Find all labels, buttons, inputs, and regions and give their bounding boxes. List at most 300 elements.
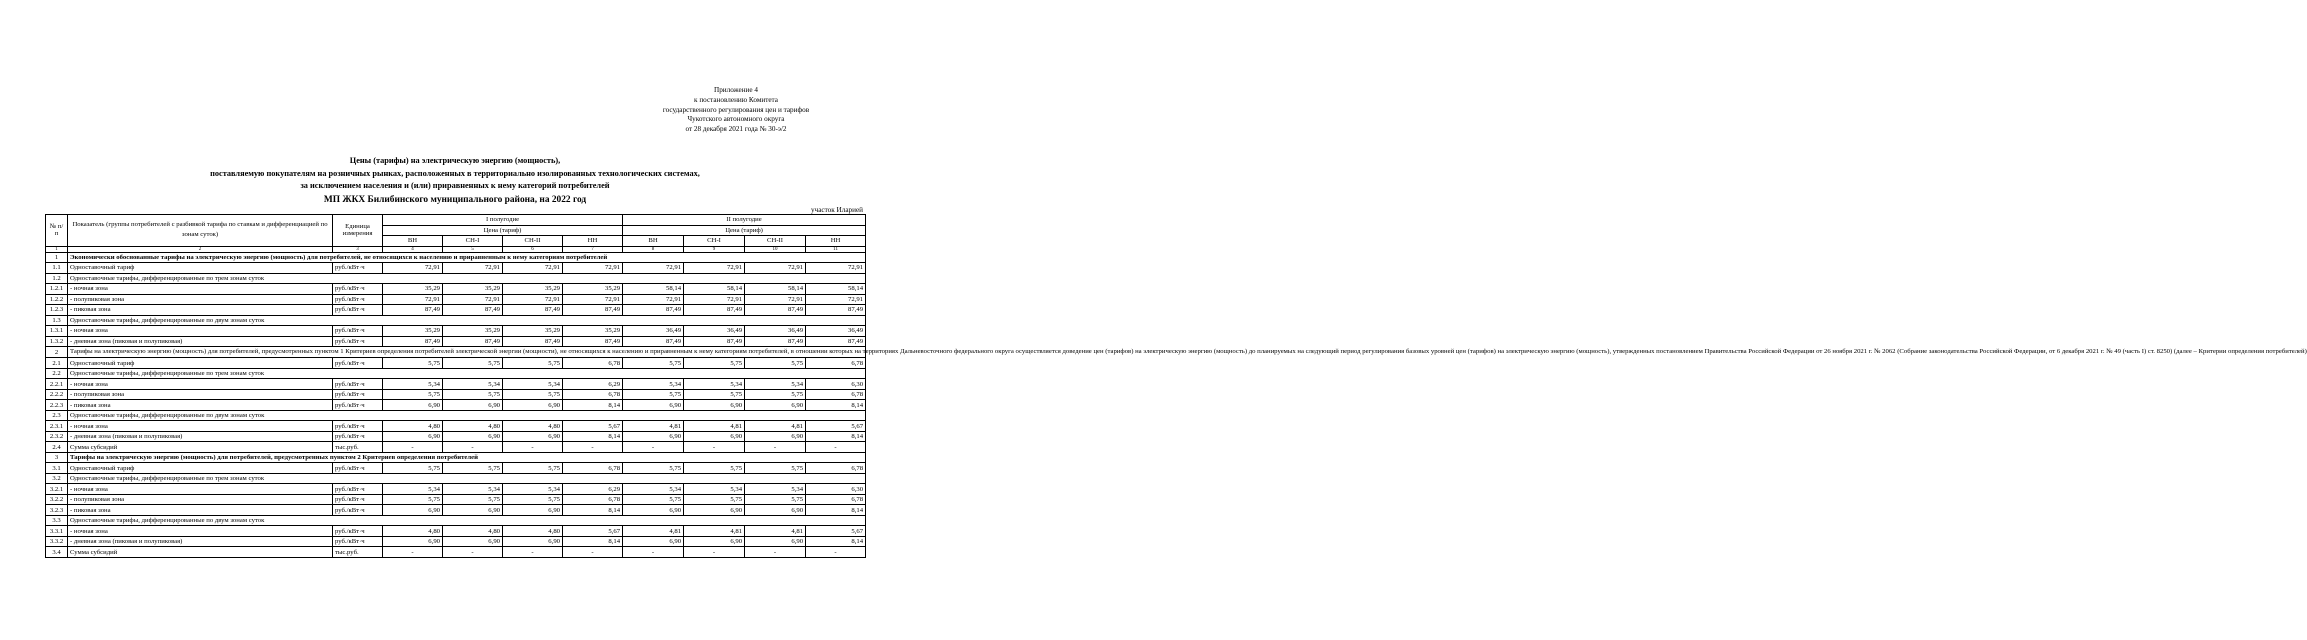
row-number: 1: [46, 252, 68, 263]
row-number: 1.2.1: [46, 284, 68, 295]
row-unit: руб./кВт·ч: [333, 494, 383, 505]
header-level: ВН: [383, 236, 443, 247]
tariff-value: 87,49: [443, 336, 503, 347]
tariff-value: 6,90: [745, 505, 806, 516]
tariff-value: 72,91: [563, 263, 623, 274]
tariff-value: 6,78: [806, 389, 866, 400]
tariff-value: 72,91: [684, 294, 745, 305]
tariff-value: 36,49: [745, 326, 806, 337]
header-index-cell: 11: [806, 246, 866, 252]
tariff-value: 87,49: [623, 305, 684, 316]
table-row: [46, 473, 866, 484]
row-label: - дневная зона (пиковая и полупиковая): [68, 536, 333, 547]
tariff-value: -: [503, 547, 563, 558]
tariff-value: 6,90: [684, 400, 745, 411]
tariff-value: 6,90: [503, 536, 563, 547]
tariff-value: 5,34: [623, 379, 684, 390]
title-line: за исключением населения и (или) приравненных к нему категорий потребителей: [300, 181, 610, 191]
tariff-value: 5,34: [503, 379, 563, 390]
row-unit: руб./кВт·ч: [333, 379, 383, 390]
table-header: [46, 215, 866, 253]
tariff-value: 5,67: [806, 526, 866, 537]
row-unit: руб./кВт·ч: [333, 336, 383, 347]
table-row: [46, 347, 866, 358]
table-row: [46, 368, 866, 379]
tariff-value: 35,29: [563, 284, 623, 295]
table-row: [46, 400, 866, 411]
tariff-value: 6,90: [684, 536, 745, 547]
row-label: Одноставочный тариф: [68, 263, 333, 274]
row-number: 3.2.2: [46, 494, 68, 505]
tariff-value: 35,29: [443, 284, 503, 295]
tariff-value: 5,75: [745, 389, 806, 400]
tariff-value: 8,14: [563, 536, 623, 547]
row-unit: руб./кВт·ч: [333, 389, 383, 400]
appendix-line: от 28 декабря 2021 года № 30-э/2: [685, 125, 787, 134]
header-level: НН: [563, 236, 623, 247]
appendix-header: [618, 86, 854, 135]
tariff-value: 72,91: [623, 263, 684, 274]
tariff-value: 87,49: [503, 305, 563, 316]
header-half1: I полугодие: [383, 215, 623, 226]
header-price1: Цена (тариф): [383, 225, 623, 236]
table-row: [46, 526, 866, 537]
row-label: - ночная зона: [68, 326, 333, 337]
tariff-value: -: [745, 547, 806, 558]
row-number: 1.3.1: [46, 326, 68, 337]
tariff-value: 58,14: [745, 284, 806, 295]
tariff-value: 72,91: [443, 263, 503, 274]
tariff-value: 72,91: [443, 294, 503, 305]
row-unit: руб./кВт·ч: [333, 326, 383, 337]
tariff-value: 5,75: [383, 389, 443, 400]
row-label: - пиковая зона: [68, 400, 333, 411]
row-number: 3.4: [46, 547, 68, 558]
tariff-value: 5,34: [623, 484, 684, 495]
tariff-value: -: [383, 547, 443, 558]
row-number: 3.3: [46, 515, 68, 526]
tariff-value: -: [563, 442, 623, 453]
row-unit: руб./кВт·ч: [333, 284, 383, 295]
header-index-cell: 1: [46, 246, 68, 252]
table-row: [46, 336, 866, 347]
tariff-value: 6,78: [563, 494, 623, 505]
tariff-value: 5,75: [503, 358, 563, 369]
header-level: СН-II: [503, 236, 563, 247]
tariff-value: -: [563, 547, 623, 558]
row-number: 3.3.1: [46, 526, 68, 537]
title-line: Цены (тарифы) на электрическую энергию (мощность),: [349, 156, 561, 165]
tariff-value: 87,49: [503, 336, 563, 347]
tariff-value: -: [623, 547, 684, 558]
row-unit: руб./кВт·ч: [333, 294, 383, 305]
row-number: 2.3.1: [46, 421, 68, 432]
tariff-value: 6,90: [443, 505, 503, 516]
tariff-value: 6,90: [503, 431, 563, 442]
tariff-value: 6,29: [563, 484, 623, 495]
tariff-value: 5,75: [623, 389, 684, 400]
tariff-value: 6,78: [563, 358, 623, 369]
tariff-value: -: [443, 442, 503, 453]
tariff-value: 5,75: [623, 494, 684, 505]
header-indicator: Показатель (группы потребителей с разбивкой тарифа по ставкам и дифференциацией по зонам суток): [68, 215, 333, 247]
tariff-table: [45, 214, 2307, 558]
row-label: - ночная зона: [68, 421, 333, 432]
document-title: [110, 155, 800, 207]
tariff-value: -: [684, 547, 745, 558]
tariff-value: 6,90: [623, 400, 684, 411]
tariff-value: 8,14: [806, 505, 866, 516]
tariff-value: 35,29: [503, 284, 563, 295]
header-index-cell: 7: [563, 246, 623, 252]
row-number: 2.2.2: [46, 389, 68, 400]
tariff-value: 6,29: [563, 379, 623, 390]
tariff-value: 72,91: [745, 294, 806, 305]
header-num: № п/п: [46, 215, 68, 247]
tariff-value: 4,81: [684, 526, 745, 537]
tariff-value: 35,29: [503, 326, 563, 337]
row-number: 3.1: [46, 463, 68, 474]
tariff-value: 35,29: [563, 326, 623, 337]
tariff-value: 6,90: [383, 536, 443, 547]
tariff-value: 36,49: [623, 326, 684, 337]
tariff-value: 6,78: [563, 389, 623, 400]
tariff-value: 5,75: [443, 389, 503, 400]
header-half2: II полугодие: [623, 215, 866, 226]
section-title: Тарифы на электрическую энергию (мощность) для потребителей, предусмотренных пунктом 2 Критериев определения потребителей: [68, 452, 866, 463]
table-row: [46, 252, 866, 263]
row-label: - пиковая зона: [68, 505, 333, 516]
row-unit: тыс.руб.: [333, 442, 383, 453]
tariff-value: 8,14: [563, 431, 623, 442]
row-label: - дневная зона (пиковая и полупиковая): [68, 336, 333, 347]
table-row: [46, 294, 866, 305]
tariff-value: 72,91: [806, 263, 866, 274]
table-row: [46, 431, 866, 442]
table-row: [46, 421, 866, 432]
tariff-value: 4,81: [623, 526, 684, 537]
tariff-value: 87,49: [383, 336, 443, 347]
tariff-value: 5,75: [383, 358, 443, 369]
row-label: - пиковая зона: [68, 305, 333, 316]
table-row: [46, 484, 866, 495]
table-row: [46, 536, 866, 547]
tariff-value: 6,90: [623, 505, 684, 516]
tariff-value: 72,91: [684, 263, 745, 274]
tariff-value: 87,49: [563, 305, 623, 316]
row-number: 2.3: [46, 410, 68, 421]
tariff-value: 6,90: [684, 431, 745, 442]
tariff-value: 5,34: [503, 484, 563, 495]
tariff-value: 72,91: [745, 263, 806, 274]
row-unit: руб./кВт·ч: [333, 421, 383, 432]
tariff-value: -: [503, 442, 563, 453]
tariff-value: 35,29: [443, 326, 503, 337]
tariff-value: 87,49: [383, 305, 443, 316]
row-label: - полупиковая зона: [68, 494, 333, 505]
table-row: [46, 273, 866, 284]
tariff-value: 4,80: [443, 526, 503, 537]
row-unit: руб./кВт·ч: [333, 463, 383, 474]
row-unit: руб./кВт·ч: [333, 431, 383, 442]
row-label: - дневная зона (пиковая и полупиковая): [68, 431, 333, 442]
table-body: [46, 252, 2307, 557]
row-unit: руб./кВт·ч: [333, 505, 383, 516]
table-row: [46, 515, 866, 526]
header-level: НН: [806, 236, 866, 247]
row-number: 3.2.1: [46, 484, 68, 495]
header-index-cell: 10: [745, 246, 806, 252]
row-number: 2.1: [46, 358, 68, 369]
table-row: [46, 284, 866, 295]
row-number: 1.1: [46, 263, 68, 274]
row-number: 2: [46, 347, 68, 358]
appendix-line: Приложение 4: [714, 86, 758, 94]
tariff-value: 87,49: [745, 305, 806, 316]
tariff-value: 5,75: [503, 494, 563, 505]
tariff-value: 5,75: [684, 358, 745, 369]
tariff-value: 87,49: [745, 336, 806, 347]
header-level: СН-II: [745, 236, 806, 247]
tariff-value: 6,90: [623, 536, 684, 547]
header-index-cell: 4: [383, 246, 443, 252]
tariff-value: 4,81: [745, 421, 806, 432]
tariff-value: 5,75: [684, 463, 745, 474]
tariff-value: -: [745, 442, 806, 453]
row-unit: тыс.руб.: [333, 547, 383, 558]
table-row: [46, 505, 866, 516]
tariff-value: -: [806, 547, 866, 558]
table-row: [46, 358, 866, 369]
tariff-value: 5,67: [563, 421, 623, 432]
tariff-value: 5,34: [745, 379, 806, 390]
tariff-value: 5,34: [684, 484, 745, 495]
header-level: СН-I: [684, 236, 745, 247]
row-unit: руб./кВт·ч: [333, 358, 383, 369]
row-label: - ночная зона: [68, 379, 333, 390]
header-index-cell: 5: [443, 246, 503, 252]
row-number: 3.3.2: [46, 536, 68, 547]
tariff-value: 6,90: [383, 505, 443, 516]
table-row: [46, 315, 866, 326]
title-line: поставляемую покупателям на розничных рынках, расположенных в территориально изолированных технологических системах,: [210, 168, 700, 178]
tariff-value: 5,75: [503, 389, 563, 400]
tariff-value: 5,75: [745, 358, 806, 369]
row-number: 1.2.2: [46, 294, 68, 305]
header-level: СН-I: [443, 236, 503, 247]
subsection-title: Одноставочные тарифы, дифференцированные по двум зонам суток: [68, 410, 866, 421]
tariff-value: 6,78: [806, 463, 866, 474]
table-row: [46, 389, 866, 400]
tariff-value: 4,81: [745, 526, 806, 537]
tariff-value: -: [806, 442, 866, 453]
tariff-value: 58,14: [623, 284, 684, 295]
tariff-value: 5,75: [443, 358, 503, 369]
row-number: 2.2.3: [46, 400, 68, 411]
row-number: 2.2: [46, 368, 68, 379]
tariff-value: 6,90: [383, 400, 443, 411]
tariff-value: 58,14: [684, 284, 745, 295]
tariff-value: 72,91: [806, 294, 866, 305]
tariff-value: 5,34: [383, 484, 443, 495]
tariff-value: 4,81: [623, 421, 684, 432]
row-label: - ночная зона: [68, 526, 333, 537]
row-label: - полупиковая зона: [68, 389, 333, 400]
row-label: Одноставочный тариф: [68, 358, 333, 369]
row-label: Одноставочный тариф: [68, 463, 333, 474]
tariff-value: 5,75: [443, 494, 503, 505]
tariff-value: 5,75: [623, 463, 684, 474]
tariff-value: 5,75: [684, 494, 745, 505]
header-unit: Единица измерения: [333, 215, 383, 247]
tariff-value: 72,91: [623, 294, 684, 305]
row-unit: руб./кВт·ч: [333, 400, 383, 411]
tariff-value: 6,90: [503, 505, 563, 516]
plot-label: участок Иларией: [811, 206, 863, 214]
tariff-value: 5,75: [443, 463, 503, 474]
tariff-value: 4,81: [684, 421, 745, 432]
table-row: [46, 452, 866, 463]
tariff-value: 87,49: [684, 305, 745, 316]
tariff-value: 5,75: [383, 494, 443, 505]
tariff-value: 72,91: [503, 294, 563, 305]
subsection-title: Одноставочные тарифы, дифференцированные по трем зонам суток: [68, 273, 866, 284]
row-number: 1.3: [46, 315, 68, 326]
table-row: [46, 410, 866, 421]
tariff-value: 6,90: [745, 431, 806, 442]
tariff-value: 4,80: [503, 526, 563, 537]
tariff-value: 5,34: [383, 379, 443, 390]
tariff-value: 5,67: [806, 421, 866, 432]
tariff-value: 35,29: [383, 326, 443, 337]
row-number: 1.3.2: [46, 336, 68, 347]
row-label: - полупиковая зона: [68, 294, 333, 305]
tariff-value: 87,49: [684, 336, 745, 347]
row-number: 3: [46, 452, 68, 463]
tariff-value: 8,14: [563, 400, 623, 411]
tariff-value: 35,29: [383, 284, 443, 295]
header-index-cell: 9: [684, 246, 745, 252]
tariff-value: 6,90: [745, 536, 806, 547]
row-label: - ночная зона: [68, 484, 333, 495]
row-unit: руб./кВт·ч: [333, 526, 383, 537]
tariff-value: -: [443, 547, 503, 558]
tariff-value: 5,34: [443, 484, 503, 495]
tariff-value: 4,80: [383, 526, 443, 537]
tariff-value: 6,30: [806, 379, 866, 390]
table-row: [46, 547, 866, 558]
tariff-value: 5,34: [684, 379, 745, 390]
section-title: Тарифы на электрическую энергию (мощность) для потребителей, предусмотренных пунктом 1 Критериев определения потребителей электрической энергии (мощности), не относящихся к населению и приравненным к нему категориям потребителей, в отношении которых на территориях Дальневосточного федерального округа осуществляется доведение цен (тарифов) на электрическую энергию (мощность) до планируемых на следующий период регулирования базовых уровней цен (тарифов) на электрическую энергию (мощность), утвержденных постановлением Правительства Российской Федерации от 26 ноября 2021 г. № 2062 (Собрание законодательства Российской Федерации, от 6 декабря 2021 г. № 49 (часть I) ст. 8250) (далее – Критерии определения потребителей): [68, 347, 866, 358]
tariff-value: 72,91: [563, 294, 623, 305]
row-unit: руб./кВт·ч: [333, 305, 383, 316]
tariff-value: 8,14: [806, 431, 866, 442]
header-level: ВН: [623, 236, 684, 247]
tariff-value: 72,91: [383, 263, 443, 274]
row-number: 2.3.2: [46, 431, 68, 442]
tariff-value: 8,14: [806, 536, 866, 547]
tariff-value: 4,80: [503, 421, 563, 432]
tariff-value: 8,14: [563, 505, 623, 516]
row-unit: руб./кВт·ч: [333, 263, 383, 274]
tariff-value: 6,78: [806, 494, 866, 505]
tariff-value: 87,49: [806, 336, 866, 347]
tariff-value: 58,14: [806, 284, 866, 295]
row-number: 2.2.1: [46, 379, 68, 390]
title-line-org: МП ЖКХ Билибинского муниципального района, на 2022 год: [323, 194, 587, 205]
section-title: Экономически обоснованные тарифы на электрическую энергию (мощность) для потребителей, не относящихся к населению и приравненным к нему категориям потребителей: [68, 252, 866, 263]
row-label: Сумма субсидий: [68, 547, 333, 558]
tariff-value: 72,91: [503, 263, 563, 274]
tariff-value: 5,34: [443, 379, 503, 390]
header-price2: Цена (тариф): [623, 225, 866, 236]
table-row: [46, 442, 866, 453]
appendix-line: Чукотского автономного округа: [687, 115, 785, 124]
row-label: Сумма субсидий: [68, 442, 333, 453]
tariff-value: 6,90: [443, 431, 503, 442]
appendix-line: к постановлению Комитета: [694, 95, 778, 104]
row-unit: руб./кВт·ч: [333, 484, 383, 495]
row-number: 3.2: [46, 473, 68, 484]
table-row: [46, 305, 866, 316]
tariff-value: 87,49: [563, 336, 623, 347]
row-label: - ночная зона: [68, 284, 333, 295]
tariff-value: 5,75: [745, 463, 806, 474]
header-index-cell: 2: [68, 246, 333, 252]
table-row: [46, 379, 866, 390]
tariff-value: -: [383, 442, 443, 453]
tariff-value: 87,49: [806, 305, 866, 316]
appendix-line: государственного регулирования цен и тарифов: [662, 105, 810, 114]
header-index-cell: 8: [623, 246, 684, 252]
tariff-value: 5,75: [503, 463, 563, 474]
subsection-title: Одноставочные тарифы, дифференцированные по трем зонам суток: [68, 473, 866, 484]
tariff-value: 36,49: [806, 326, 866, 337]
tariff-value: 6,90: [684, 505, 745, 516]
row-number: 3.2.3: [46, 505, 68, 516]
tariff-value: 6,90: [383, 431, 443, 442]
tariff-value: 8,14: [806, 400, 866, 411]
subsection-title: Одноставочные тарифы, дифференцированные по двум зонам суток: [68, 315, 866, 326]
table-row: [46, 263, 866, 274]
table-row: [46, 326, 866, 337]
header-index-cell: 3: [333, 246, 383, 252]
tariff-value: 4,80: [443, 421, 503, 432]
table-row: [46, 463, 866, 474]
tariff-value: 4,80: [383, 421, 443, 432]
row-number: 1.2: [46, 273, 68, 284]
tariff-value: 5,67: [563, 526, 623, 537]
tariff-value: 6,90: [503, 400, 563, 411]
tariff-value: 72,91: [383, 294, 443, 305]
tariff-value: 5,75: [745, 494, 806, 505]
tariff-value: 6,90: [443, 536, 503, 547]
tariff-value: -: [623, 442, 684, 453]
tariff-value: 6,78: [563, 463, 623, 474]
tariff-value: -: [684, 442, 745, 453]
tariff-value: 6,90: [443, 400, 503, 411]
tariff-value: 87,49: [443, 305, 503, 316]
tariff-value: 6,90: [745, 400, 806, 411]
tariff-value: 5,75: [623, 358, 684, 369]
subsection-title: Одноставочные тарифы, дифференцированные по двум зонам суток: [68, 515, 866, 526]
tariff-value: 5,75: [383, 463, 443, 474]
row-number: 1.2.3: [46, 305, 68, 316]
tariff-value: 36,49: [684, 326, 745, 337]
row-number: 2.4: [46, 442, 68, 453]
tariff-value: 87,49: [623, 336, 684, 347]
tariff-value: 5,75: [684, 389, 745, 400]
